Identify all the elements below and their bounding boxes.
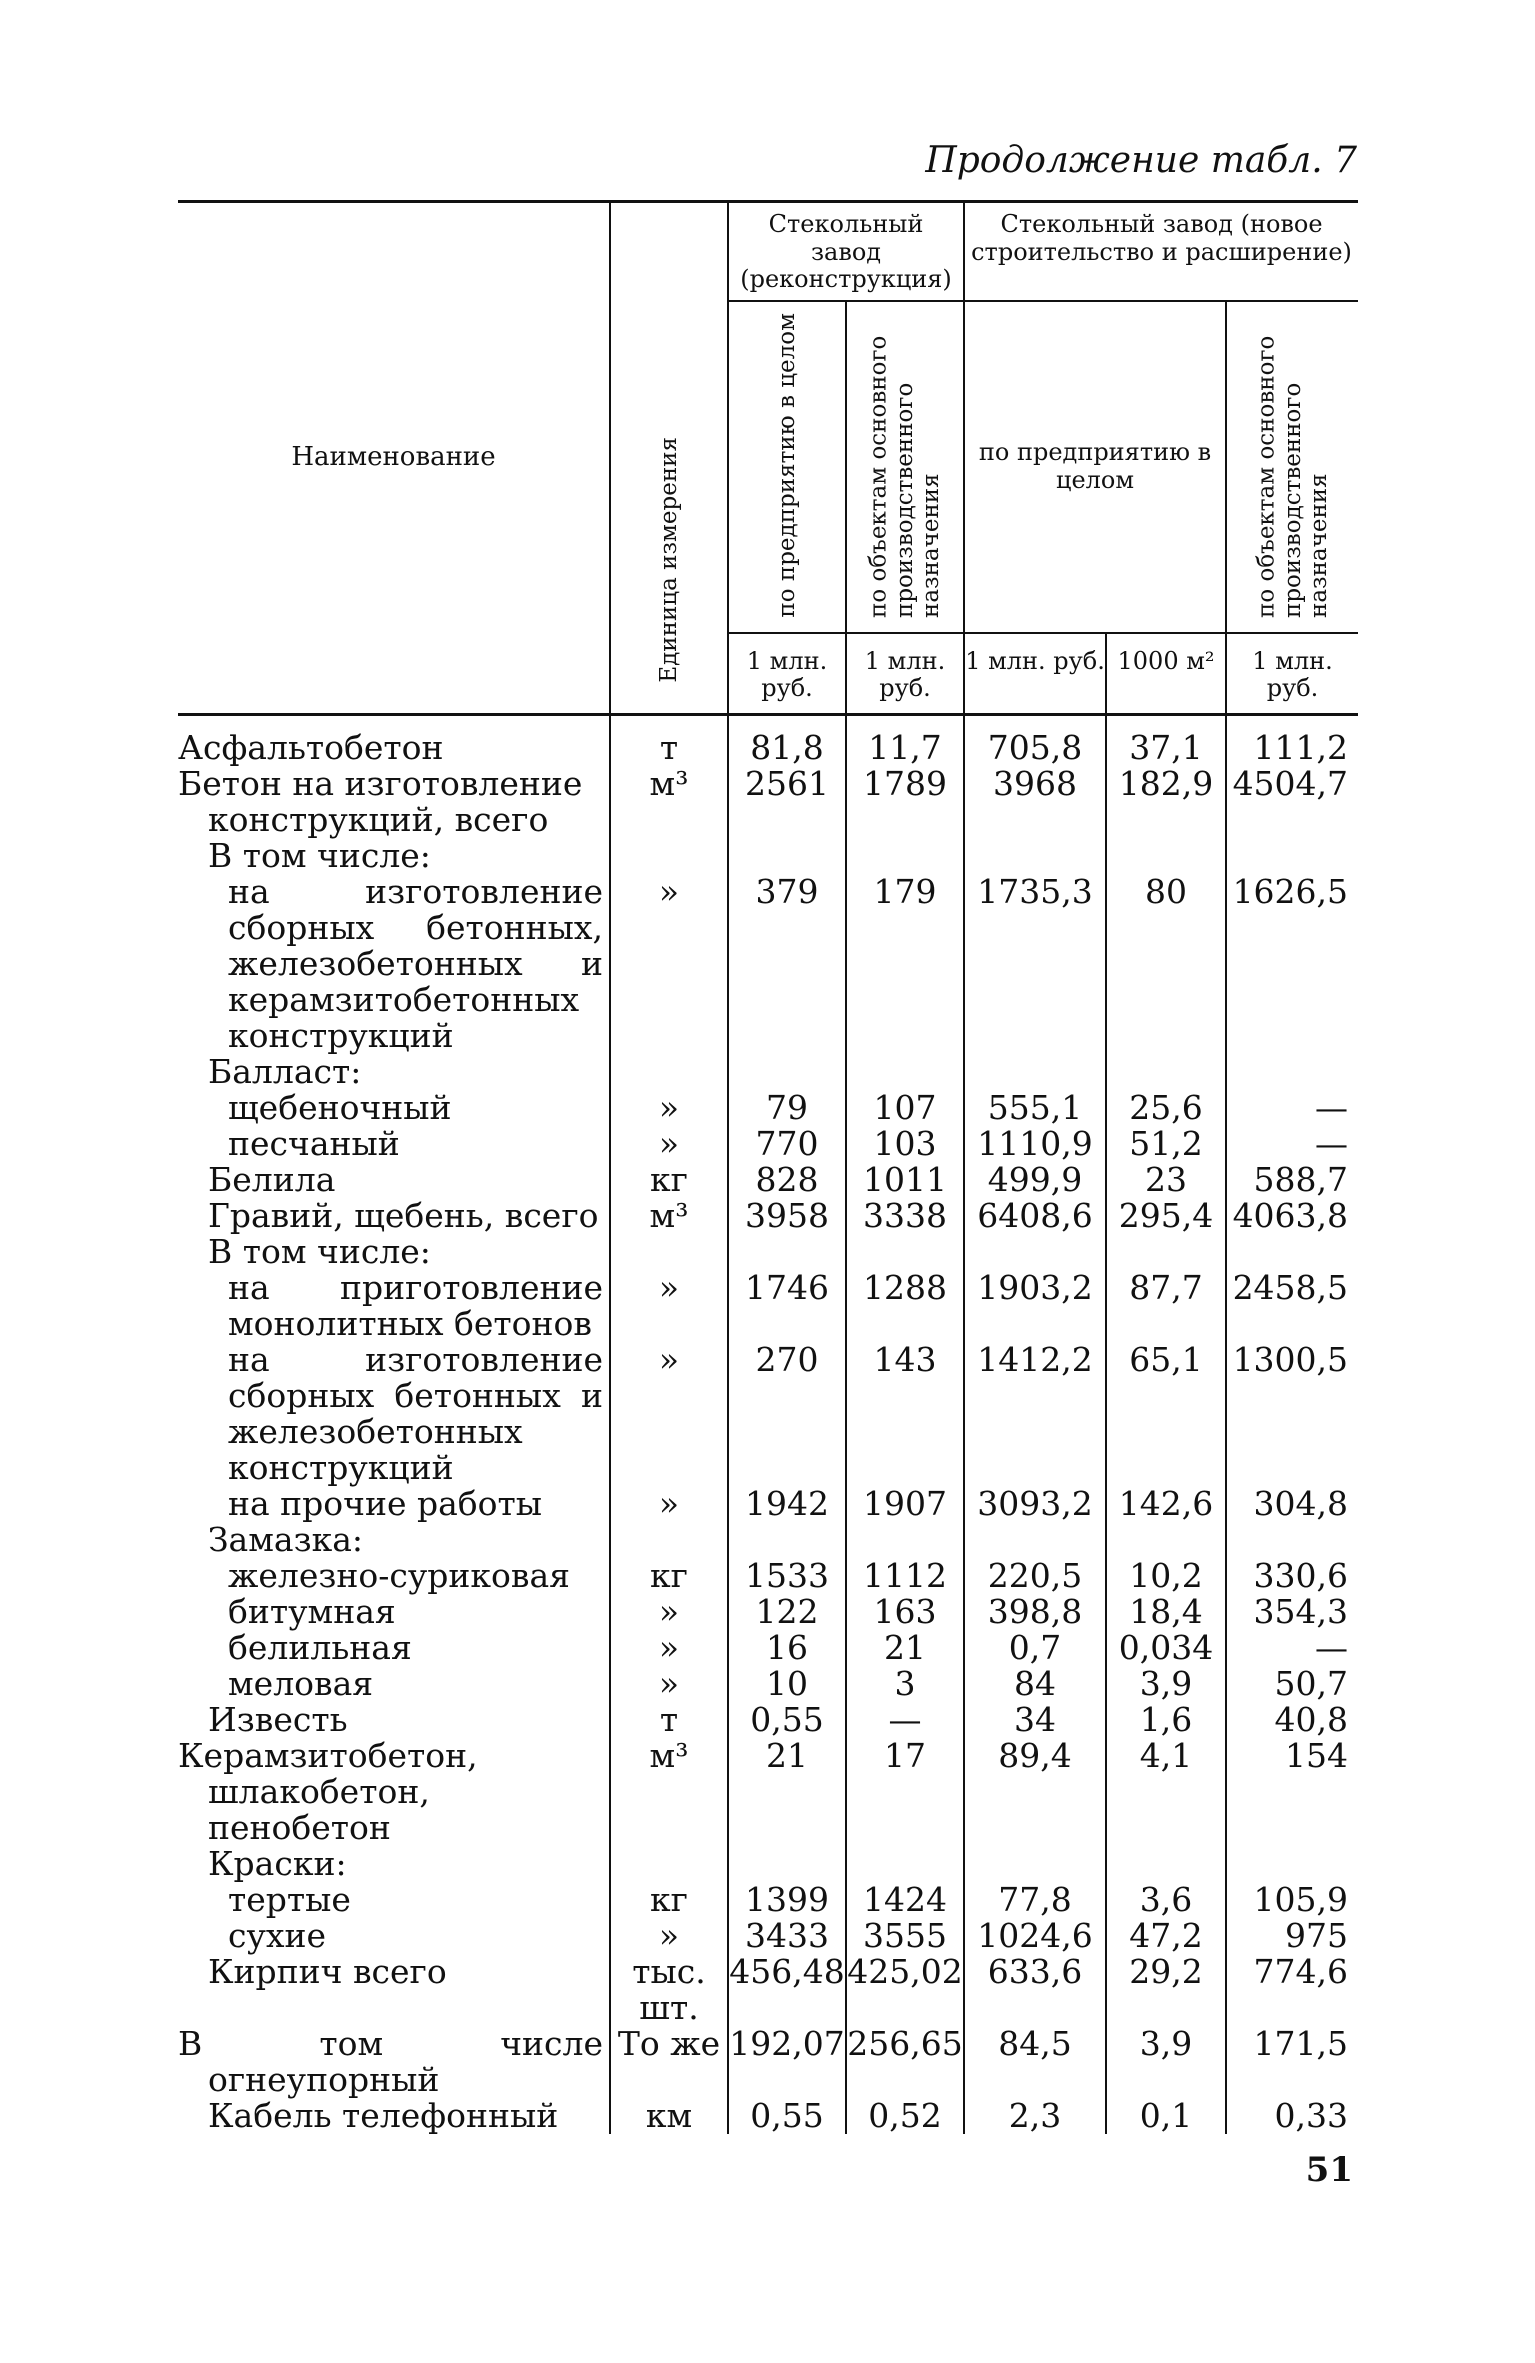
row-value-col-2: 3338 bbox=[846, 1198, 964, 1234]
table-row bbox=[178, 730, 1358, 766]
row-value-col-3: 220,5 bbox=[964, 1558, 1106, 1594]
row-value-col-1: 10 bbox=[766, 1663, 808, 1703]
row-value-col-5 bbox=[1226, 1054, 1358, 1090]
row-value-col-4: 65,1 bbox=[1106, 1342, 1226, 1486]
row-value-col-2 bbox=[846, 1234, 964, 1270]
table-row bbox=[178, 1054, 1358, 1090]
row-unit: т bbox=[610, 730, 728, 766]
row-value-col-5: 50,7 bbox=[1226, 1666, 1358, 1702]
row-value-col-2: 179 bbox=[846, 874, 964, 1054]
row-value-col-5: 774,6 bbox=[1226, 1954, 1358, 2026]
table-row bbox=[178, 838, 1358, 874]
row-value-col-3: 3968 bbox=[964, 766, 1106, 838]
row-value-col-2: 256,65 bbox=[846, 2026, 964, 2098]
table-row bbox=[178, 1630, 1358, 1666]
row-value-col-3: 1110,9 bbox=[964, 1126, 1106, 1162]
table-row bbox=[178, 1666, 1358, 1702]
row-value-col-4 bbox=[1106, 1054, 1226, 1090]
table-row bbox=[178, 1486, 1358, 1522]
header-sub-main-objects-1: по объектам основного производственного назначения bbox=[846, 301, 964, 633]
row-unit: кг bbox=[610, 1558, 728, 1594]
row-unit: » bbox=[610, 1126, 728, 1162]
header-name: Наименование bbox=[178, 202, 610, 715]
row-value-col-2 bbox=[846, 838, 964, 874]
row-value-col-1: 1399 bbox=[745, 1879, 829, 1919]
header-unit: Единица измерения bbox=[610, 202, 728, 715]
header-unit-col-1: 1 млн. руб. bbox=[728, 633, 846, 715]
row-name: меловая bbox=[228, 1663, 374, 1703]
table-row bbox=[178, 1738, 1358, 1846]
row-value-col-3 bbox=[964, 1054, 1106, 1090]
row-name: Кабель телефонный bbox=[208, 2095, 559, 2135]
row-value-col-4: 18,4 bbox=[1106, 1594, 1226, 1630]
row-value-col-2: 425,02 bbox=[846, 1954, 964, 2026]
row-unit: То же bbox=[610, 2026, 728, 2098]
row-value-col-5: — bbox=[1226, 1630, 1358, 1666]
row-value-col-4 bbox=[1106, 1234, 1226, 1270]
row-value-col-5: — bbox=[1226, 1126, 1358, 1162]
row-unit: » bbox=[610, 1342, 728, 1486]
row-value-col-4: 25,6 bbox=[1106, 1090, 1226, 1126]
row-value-col-1: 3958 bbox=[745, 1195, 829, 1235]
row-value-col-5: 154 bbox=[1226, 1738, 1358, 1846]
row-value-col-2: 17 bbox=[846, 1738, 964, 1846]
row-name: железно-суриковая bbox=[228, 1555, 570, 1595]
row-value-col-3 bbox=[964, 1234, 1106, 1270]
row-value-col-4: 47,2 bbox=[1106, 1918, 1226, 1954]
row-value-col-4: 3,9 bbox=[1106, 1666, 1226, 1702]
row-value-col-2 bbox=[846, 1054, 964, 1090]
row-value-col-5: 171,5 bbox=[1226, 2026, 1358, 2098]
row-value-col-4: 3,6 bbox=[1106, 1882, 1226, 1918]
materials-table bbox=[178, 200, 1358, 2134]
table-row bbox=[178, 1234, 1358, 1270]
row-value-col-1 bbox=[728, 1234, 846, 1270]
row-value-col-1: 2561 bbox=[745, 763, 829, 803]
row-value-col-1: 1533 bbox=[745, 1555, 829, 1595]
page-number: 51 bbox=[1305, 2150, 1353, 2190]
row-unit: » bbox=[610, 1270, 728, 1342]
row-unit bbox=[610, 1846, 728, 1882]
row-unit: тыс. шт. bbox=[610, 1954, 728, 2026]
row-value-col-5: 588,7 bbox=[1226, 1162, 1358, 1198]
row-value-col-5: 0,33 bbox=[1226, 2098, 1358, 2134]
row-name: В том числе огнеупорный bbox=[178, 2023, 603, 2099]
row-name: на прочие работы bbox=[228, 1483, 543, 1523]
row-name: Гравий, щебень, всего bbox=[208, 1195, 599, 1235]
row-value-col-1 bbox=[728, 1846, 846, 1882]
row-value-col-3: 1024,6 bbox=[964, 1918, 1106, 1954]
row-value-col-5: 105,9 bbox=[1226, 1882, 1358, 1918]
row-value-col-2: 103 bbox=[846, 1126, 964, 1162]
table-row bbox=[178, 1954, 1358, 2026]
row-value-col-1: 1746 bbox=[745, 1267, 829, 1307]
row-value-col-4: 182,9 bbox=[1106, 766, 1226, 838]
row-value-col-5: 2458,5 bbox=[1226, 1270, 1358, 1342]
row-value-col-1: 79 bbox=[766, 1087, 808, 1127]
row-value-col-1: 456,48 bbox=[729, 1951, 845, 1991]
row-value-col-2: 1011 bbox=[846, 1162, 964, 1198]
header-unit-col-2: 1 млн. руб. bbox=[846, 633, 964, 715]
row-value-col-5: 40,8 bbox=[1226, 1702, 1358, 1738]
row-value-col-1: 3433 bbox=[745, 1915, 829, 1955]
row-value-col-2: — bbox=[846, 1702, 964, 1738]
row-unit bbox=[610, 1234, 728, 1270]
row-name: песчаный bbox=[228, 1123, 400, 1163]
row-value-col-5: 111,2 bbox=[1226, 730, 1358, 766]
row-value-col-2: 11,7 bbox=[846, 730, 964, 766]
header-unit-col-3: 1 млн. руб. bbox=[964, 633, 1106, 715]
row-unit: » bbox=[610, 1594, 728, 1630]
row-value-col-2 bbox=[846, 1846, 964, 1882]
row-value-col-3: 1412,2 bbox=[964, 1342, 1106, 1486]
row-value-col-4: 0,034 bbox=[1106, 1630, 1226, 1666]
row-name: Замазка: bbox=[208, 1519, 363, 1559]
header-sub-main-objects-2: по объектам основного производственного назначения bbox=[1226, 301, 1358, 633]
row-value-col-5 bbox=[1226, 1846, 1358, 1882]
row-value-col-1: 0,55 bbox=[750, 1699, 824, 1739]
row-value-col-2 bbox=[846, 1522, 964, 1558]
row-value-col-5: 304,8 bbox=[1226, 1486, 1358, 1522]
row-value-col-5: 354,3 bbox=[1226, 1594, 1358, 1630]
header-sub-enterprise-1: по предприятию в целом bbox=[728, 301, 846, 633]
row-name: Асфальтобетон bbox=[178, 727, 444, 767]
table-row bbox=[178, 2026, 1358, 2098]
row-unit: » bbox=[610, 1090, 728, 1126]
row-name: Кирпич всего bbox=[208, 1951, 447, 1991]
table-row bbox=[178, 1846, 1358, 1882]
row-value-col-3: 1735,3 bbox=[964, 874, 1106, 1054]
row-value-col-1: 1942 bbox=[745, 1483, 829, 1523]
row-value-col-3: 34 bbox=[964, 1702, 1106, 1738]
row-unit: » bbox=[610, 1486, 728, 1522]
row-value-col-2: 143 bbox=[846, 1342, 964, 1486]
row-value-col-4 bbox=[1106, 838, 1226, 874]
table-row bbox=[178, 2098, 1358, 2134]
table-row bbox=[178, 766, 1358, 838]
row-value-col-3: 555,1 bbox=[964, 1090, 1106, 1126]
table-row bbox=[178, 1198, 1358, 1234]
row-value-col-2: 1288 bbox=[846, 1270, 964, 1342]
table-row bbox=[178, 1090, 1358, 1126]
row-value-col-3: 1903,2 bbox=[964, 1270, 1106, 1342]
row-unit: » bbox=[610, 1630, 728, 1666]
row-value-col-1: 0,55 bbox=[750, 2095, 824, 2135]
row-unit: м³ bbox=[610, 1198, 728, 1234]
table-row bbox=[178, 1918, 1358, 1954]
table-row bbox=[178, 1162, 1358, 1198]
row-name: Бетон на изготовление конструкций, всего bbox=[178, 763, 583, 839]
row-value-col-3: 398,8 bbox=[964, 1594, 1106, 1630]
row-name: Балласт: bbox=[208, 1051, 362, 1091]
row-value-col-5: 975 bbox=[1226, 1918, 1358, 1954]
row-value-col-2: 1907 bbox=[846, 1486, 964, 1522]
row-name: тертые bbox=[228, 1879, 351, 1919]
row-value-col-3 bbox=[964, 838, 1106, 874]
row-unit: км bbox=[610, 2098, 728, 2134]
row-value-col-4: 0,1 bbox=[1106, 2098, 1226, 2134]
row-value-col-1: 21 bbox=[766, 1735, 808, 1775]
row-value-col-1: 828 bbox=[755, 1159, 819, 1199]
row-value-col-1: 81,8 bbox=[750, 727, 824, 767]
table-row bbox=[178, 1558, 1358, 1594]
header-unit-col-5: 1 млн. руб. bbox=[1226, 633, 1358, 715]
table-row bbox=[178, 1594, 1358, 1630]
row-value-col-4: 1,6 bbox=[1106, 1702, 1226, 1738]
row-name: битумная bbox=[228, 1591, 396, 1631]
row-value-col-5: 1300,5 bbox=[1226, 1342, 1358, 1486]
row-value-col-4: 3,9 bbox=[1106, 2026, 1226, 2098]
row-value-col-3 bbox=[964, 1846, 1106, 1882]
row-value-col-5: 4504,7 bbox=[1226, 766, 1358, 838]
row-value-col-3: 77,8 bbox=[964, 1882, 1106, 1918]
row-unit bbox=[610, 1522, 728, 1558]
row-value-col-2: 163 bbox=[846, 1594, 964, 1630]
row-value-col-5: — bbox=[1226, 1090, 1358, 1126]
row-unit: кг bbox=[610, 1162, 728, 1198]
row-value-col-3: 3093,2 bbox=[964, 1486, 1106, 1522]
row-value-col-1 bbox=[728, 1522, 846, 1558]
table-row bbox=[178, 1126, 1358, 1162]
header-unit-col-4: 1000 м² bbox=[1106, 633, 1226, 715]
row-value-col-2: 0,52 bbox=[846, 2098, 964, 2134]
row-unit: м³ bbox=[610, 1738, 728, 1846]
row-name: Белила bbox=[208, 1159, 336, 1199]
table-row bbox=[178, 1882, 1358, 1918]
row-name: на изготовление сборных бетонных и железобетонных конструкций bbox=[228, 1339, 603, 1487]
row-value-col-2: 3555 bbox=[846, 1918, 964, 1954]
row-value-col-3: 0,7 bbox=[964, 1630, 1106, 1666]
row-value-col-5 bbox=[1226, 838, 1358, 874]
row-value-col-4: 23 bbox=[1106, 1162, 1226, 1198]
row-value-col-1: 270 bbox=[755, 1339, 819, 1379]
row-value-col-1: 192,07 bbox=[729, 2023, 845, 2063]
row-value-col-2: 21 bbox=[846, 1630, 964, 1666]
table-row bbox=[178, 1522, 1358, 1558]
header-sub-enterprise-2: по предприятию в целом bbox=[964, 301, 1226, 633]
row-value-col-4: 4,1 bbox=[1106, 1738, 1226, 1846]
row-value-col-1 bbox=[728, 838, 846, 874]
row-name: щебеночный bbox=[228, 1087, 452, 1127]
row-value-col-4: 142,6 bbox=[1106, 1486, 1226, 1522]
row-name: Известь bbox=[208, 1699, 348, 1739]
row-value-col-5 bbox=[1226, 1234, 1358, 1270]
row-value-col-3: 84 bbox=[964, 1666, 1106, 1702]
row-value-col-3: 89,4 bbox=[964, 1738, 1106, 1846]
row-value-col-4: 10,2 bbox=[1106, 1558, 1226, 1594]
row-value-col-1 bbox=[728, 1054, 846, 1090]
row-unit: » bbox=[610, 1918, 728, 1954]
row-value-col-4: 29,2 bbox=[1106, 1954, 1226, 2026]
row-name: на изготовление сборных бетонных, железобетонных и керамзитобетонных конструкций bbox=[228, 871, 603, 1055]
row-value-col-3: 705,8 bbox=[964, 730, 1106, 766]
row-unit: » bbox=[610, 1666, 728, 1702]
row-value-col-4: 295,4 bbox=[1106, 1198, 1226, 1234]
row-name: сухие bbox=[228, 1915, 327, 1955]
row-value-col-2: 1112 bbox=[846, 1558, 964, 1594]
row-unit bbox=[610, 1054, 728, 1090]
row-name: белильная bbox=[228, 1627, 412, 1667]
table-row bbox=[178, 1270, 1358, 1342]
row-value-col-4: 87,7 bbox=[1106, 1270, 1226, 1342]
row-value-col-2: 3 bbox=[846, 1666, 964, 1702]
row-value-col-3: 499,9 bbox=[964, 1162, 1106, 1198]
row-unit bbox=[610, 838, 728, 874]
row-name: В том числе: bbox=[208, 835, 431, 875]
row-unit: кг bbox=[610, 1882, 728, 1918]
header-group-new-construction: Стекольный завод (новое строительство и расширение) bbox=[964, 202, 1358, 301]
row-value-col-3: 633,6 bbox=[964, 1954, 1106, 2026]
row-value-col-3 bbox=[964, 1522, 1106, 1558]
header-group-reconstruction: Стекольный завод (реконструкция) bbox=[728, 202, 964, 301]
row-value-col-1: 379 bbox=[755, 871, 819, 911]
row-value-col-1: 770 bbox=[755, 1123, 819, 1163]
row-value-col-4: 80 bbox=[1106, 874, 1226, 1054]
row-value-col-3: 6408,6 bbox=[964, 1198, 1106, 1234]
row-unit: » bbox=[610, 874, 728, 1054]
row-value-col-3: 2,3 bbox=[964, 2098, 1106, 2134]
row-value-col-5: 4063,8 bbox=[1226, 1198, 1358, 1234]
row-name: В том числе: bbox=[208, 1231, 431, 1271]
row-value-col-1: 16 bbox=[766, 1627, 808, 1667]
row-value-col-2: 1424 bbox=[846, 1882, 964, 1918]
table-row bbox=[178, 1702, 1358, 1738]
row-value-col-3: 84,5 bbox=[964, 2026, 1106, 2098]
table-caption: Продолжение табл. 7 bbox=[925, 140, 1357, 181]
row-value-col-5 bbox=[1226, 1522, 1358, 1558]
row-unit: т bbox=[610, 1702, 728, 1738]
row-value-col-4 bbox=[1106, 1846, 1226, 1882]
row-value-col-4 bbox=[1106, 1522, 1226, 1558]
row-value-col-4: 37,1 bbox=[1106, 730, 1226, 766]
row-value-col-2: 107 bbox=[846, 1090, 964, 1126]
table-row bbox=[178, 1342, 1358, 1486]
row-name: на приготовление монолитных бетонов bbox=[228, 1267, 603, 1343]
row-value-col-5: 330,6 bbox=[1226, 1558, 1358, 1594]
row-name: Керамзитобетон, шлакобетон, пенобетон bbox=[178, 1735, 478, 1847]
row-unit: м³ bbox=[610, 766, 728, 838]
row-name: Краски: bbox=[208, 1843, 347, 1883]
row-value-col-5: 1626,5 bbox=[1226, 874, 1358, 1054]
table-row bbox=[178, 874, 1358, 1054]
row-value-col-1: 122 bbox=[755, 1591, 819, 1631]
row-value-col-2: 1789 bbox=[846, 766, 964, 838]
row-value-col-4: 51,2 bbox=[1106, 1126, 1226, 1162]
